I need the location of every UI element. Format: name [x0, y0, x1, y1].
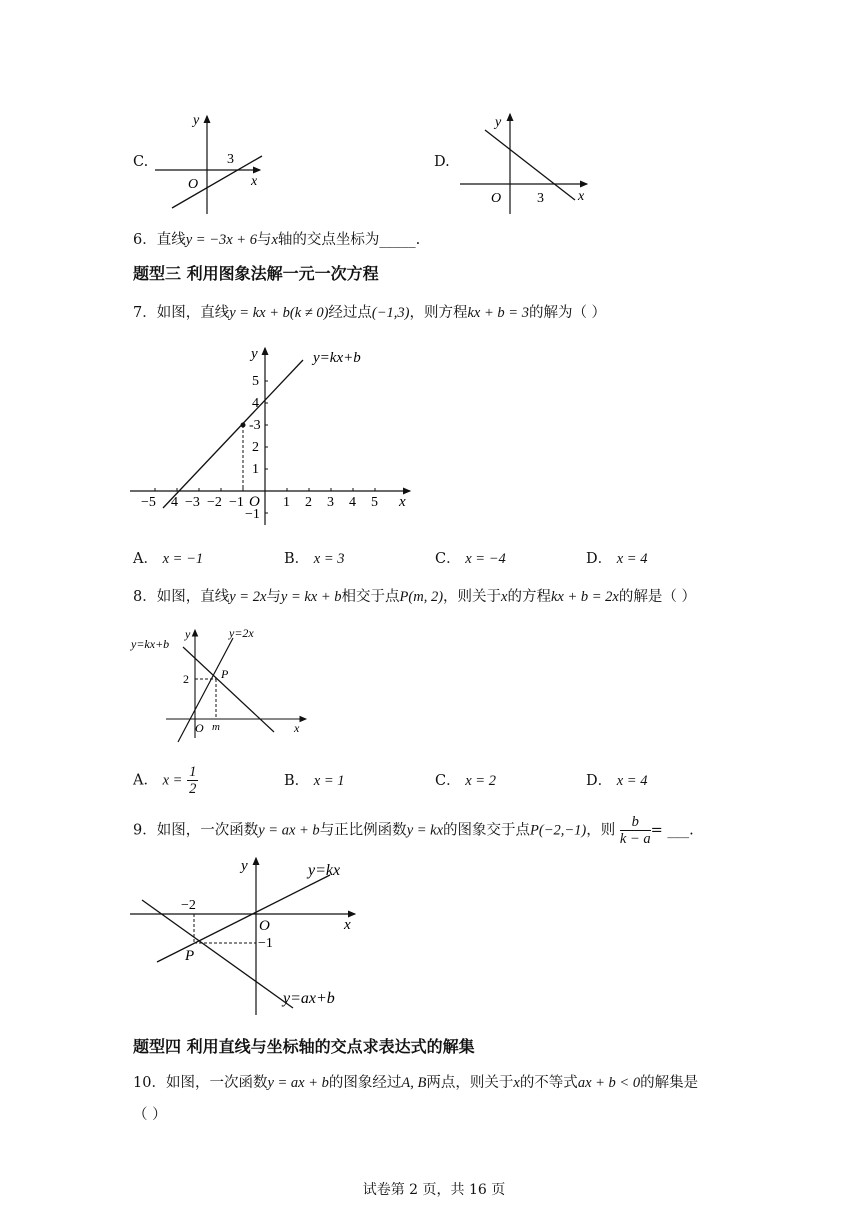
xtick: 5	[371, 495, 378, 510]
q7-option-a[interactable]: A． x = −1	[133, 551, 204, 567]
xtick: 4	[349, 495, 356, 510]
y-label: y	[495, 115, 502, 130]
ytick: 4	[252, 396, 259, 411]
p-label: P	[185, 948, 195, 964]
ytick: 5	[252, 374, 259, 389]
ytick: 2	[252, 440, 259, 455]
q7-graph	[125, 340, 425, 535]
point-neg1-3	[241, 423, 246, 428]
xtick: 4	[171, 495, 178, 510]
y2-label: 2	[183, 672, 189, 686]
label-2x: y=2x	[229, 626, 254, 640]
section-3-heading: 题型三 利用图象法解一元一次方程	[133, 264, 379, 283]
origin: O	[195, 721, 204, 735]
question-10: 10．如图，一次函数y = ax + b的图象经过A, B两点，则关于x的不等式ax + b < 0的解集是	[133, 1075, 699, 1091]
ytick: -3	[249, 418, 261, 433]
xtick: 1	[283, 495, 290, 510]
option-d-label: D.	[434, 154, 450, 170]
q7-option-d[interactable]: D． x = 4	[586, 551, 648, 567]
q8-graph	[128, 620, 318, 745]
question-8: 8．如图，直线y = 2x与y = kx + b相交于点P(m, 2)，则关于x的方程kx + b = 2x的解是（ ）	[133, 589, 696, 605]
question-7: 7．如图，直线y = kx + b(k ≠ 0)经过点(−1,3)，则方程kx + b = 3的解为（ ）	[133, 305, 607, 321]
neg2-label: −2	[181, 898, 196, 913]
option-c-graph	[150, 108, 270, 218]
xtick: −2	[207, 495, 222, 510]
origin: O	[188, 177, 199, 192]
q8-option-d[interactable]: D． x = 4	[586, 773, 648, 789]
q7-option-b[interactable]: B． x = 3	[284, 551, 345, 567]
line	[172, 156, 262, 208]
line	[485, 130, 575, 200]
label-ax-b: y=ax+b	[283, 990, 335, 1007]
origin: O	[491, 191, 502, 206]
line-2x	[178, 638, 233, 742]
y-label: y	[193, 113, 200, 128]
line-label: y=kx+b	[313, 350, 361, 366]
q10-answer-paren: （ ）	[133, 1107, 167, 1123]
y-label: y	[251, 346, 258, 362]
label-kx-b: y=kx+b	[131, 637, 170, 651]
x-label: x	[578, 189, 585, 204]
line-kx	[157, 875, 330, 962]
q7-option-c[interactable]: C． x = −4	[435, 551, 506, 567]
section-4-heading: 题型四 利用直线与坐标轴的交点求表达式的解集	[133, 1037, 475, 1056]
line-kx-b	[163, 360, 303, 508]
option-c-label: C.	[133, 154, 149, 170]
xtick: 3	[327, 495, 334, 510]
x-label: x	[251, 174, 258, 189]
question-6: 6．直线y = −3x + 6与x轴的交点坐标为_____.	[133, 232, 421, 248]
x-label: x	[344, 917, 351, 933]
xtick: −5	[141, 495, 156, 510]
q8-option-c[interactable]: C． x = 2	[435, 773, 496, 789]
xtick: −1	[229, 495, 244, 510]
page-footer: 试卷第 2 页，共 16 页	[362, 1182, 506, 1198]
p-label: P	[221, 667, 229, 681]
line-ax-b	[142, 900, 293, 1008]
x-label: x	[399, 494, 406, 510]
question-9: 9．如图，一次函数y = ax + b与正比例函数y = kx的图象交于点P(−2,−1)，则 $\frac{b}{k - a}$ = ___.	[133, 814, 694, 847]
origin: O	[249, 494, 260, 510]
ytick: −1	[245, 507, 260, 522]
q8-option-b[interactable]: B． x = 1	[284, 773, 345, 789]
option-d-graph	[455, 108, 595, 218]
neg1-label: −1	[258, 936, 273, 951]
xtick: 2	[305, 495, 312, 510]
y-label: y	[241, 858, 248, 874]
q8-option-a[interactable]: A． x = $\frac{1}{2}$	[133, 764, 197, 797]
xtick: −3	[185, 495, 200, 510]
q9-graph	[125, 850, 370, 1020]
tick-3: 3	[537, 191, 544, 206]
x-label: x	[294, 721, 300, 735]
m-label: m	[212, 721, 220, 733]
origin: O	[259, 918, 270, 934]
tick-3: 3	[227, 152, 234, 167]
y-label: y	[185, 627, 191, 641]
label-kx: y=kx	[308, 862, 341, 879]
ytick: 1	[252, 462, 259, 477]
